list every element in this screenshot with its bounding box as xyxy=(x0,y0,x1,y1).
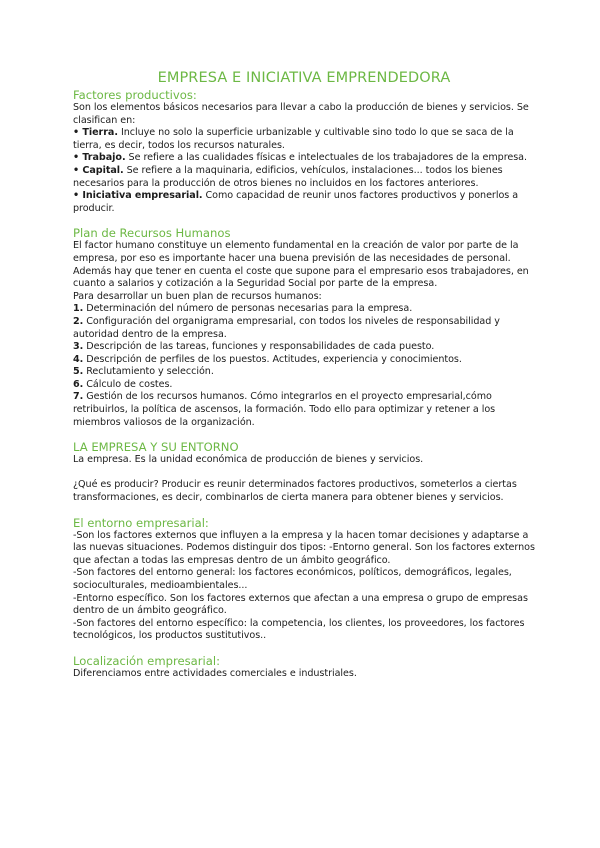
section-empresa-entorno xyxy=(73,441,535,504)
list-item xyxy=(73,303,535,316)
section-heading: LA EMPRESA Y SU ENTORNO xyxy=(73,440,239,455)
paragraph: -Entorno específico. Son los factores externos que afectan a una empresa o grupo de empresas dentro de un ámbito geográfico. xyxy=(73,592,528,617)
section-heading: Plan de Recursos Humanos xyxy=(73,226,231,241)
item-text: Cálculo de costes. xyxy=(83,378,173,390)
item-number: 5. xyxy=(73,366,84,378)
item-text: Descripción de las tareas, funciones y responsabilidades de cada puesto. xyxy=(83,341,435,353)
paragraph: -Son los factores externos que influyen a la empresa y la hacen tomar decisiones y adaptarse a las nuevas situaciones. Podemos distinguir dos tipos: -Entorno general. Son los factores externos que afectan a todas las empresas dentro de un ámbito geográfico. xyxy=(73,529,535,566)
item-text: Se refiere a las cualidades físicas e intelectuales de los trabajadores de la empresa. xyxy=(125,152,528,164)
paragraph: ¿Qué es producir? Producir es reunir determinados factores productivos, someterlos a ciertas transformaciones, es decir, combinarlos de cierta manera para obtener bienes y servicios. xyxy=(73,479,517,504)
item-text: Incluye no solo la superficie urbanizable y cultivable sino todo lo que se saca de la tierra, es decir, todos los recursos naturales. xyxy=(73,127,514,151)
item-term: • Trabajo. xyxy=(73,152,126,164)
section-intro: Son los elementos básicos necesarios para llevar a cabo la producción de bienes y servicios. Se clasifican en: xyxy=(73,102,529,126)
item-text: Reclutamiento y selección. xyxy=(83,366,214,378)
list-item xyxy=(73,341,535,354)
list-item xyxy=(73,316,535,341)
list-item xyxy=(73,391,535,429)
document-content xyxy=(73,70,535,681)
item-term: • Iniciativa empresarial. xyxy=(73,190,203,202)
item-number: 7. xyxy=(73,391,84,403)
item-text: Determinación del número de personas necesarias para la empresa. xyxy=(83,303,413,315)
section-lead: Para desarrollar un buen plan de recursos humanos: xyxy=(73,290,322,302)
section-heading: El entorno empresarial: xyxy=(73,515,209,530)
item-text: Gestión de los recursos humanos. Cómo integrarlos en el proyecto empresarial,cómo retribuirlos, la política de ascensos, la formación. Todo ello para optimizar y retener a los miembros valiosos de la organización. xyxy=(73,391,496,428)
section-heading: Factores productivos: xyxy=(73,88,197,102)
list-item xyxy=(73,165,535,190)
paragraph: Diferenciamos entre actividades comerciales e industriales. xyxy=(73,667,357,679)
section-factores-productivos xyxy=(73,89,535,215)
section-heading: Localización empresarial: xyxy=(73,653,220,668)
item-text: Descripción de perfiles de los puestos. Actitudes, experiencia y conocimientos. xyxy=(83,353,462,365)
list-item xyxy=(73,354,535,367)
item-text: Configuración del organigrama empresarial, con todos los niveles de responsabilidad y autoridad dentro de la empresa. xyxy=(73,315,500,340)
item-text: Como capacidad de reunir unos factores productivos y ponerlos a producir. xyxy=(73,190,519,214)
paragraph: La empresa. Es la unidad económica de producción de bienes y servicios. xyxy=(73,454,424,466)
section-localizacion-empresarial xyxy=(73,655,535,681)
item-term: • Capital. xyxy=(73,164,124,176)
item-term: • Tierra. xyxy=(73,127,118,139)
item-number: 4. xyxy=(73,353,84,365)
item-text: Se refiere a la maquinaria, edificios, vehículos, instalaciones... todos los bienes necesarios para la producción de otros bienes no incluidos en los factores anteriores. xyxy=(73,164,503,189)
list-item xyxy=(73,379,535,392)
item-number: 1. xyxy=(73,303,84,315)
paragraph-spacer xyxy=(73,467,535,480)
item-number: 2. xyxy=(73,315,84,327)
section-entorno-empresarial xyxy=(73,517,535,643)
item-number: 6. xyxy=(73,378,84,390)
section-intro: El factor humano constituye un elemento fundamental en la creación de valor por parte de la empresa, por eso es importante hacer una buena previsión de las necesidades de personal. Además hay que tener en cuenta el coste que supone para el empresario esos trabajadores, en cuanto a salarios y cotización a la Seguridad Social por parte de la empresa. xyxy=(73,240,529,290)
item-number: 3. xyxy=(73,341,84,353)
document-title: EMPRESA E INICIATIVA EMPRENDEDORA xyxy=(157,70,451,86)
list-item xyxy=(73,366,535,379)
list-item xyxy=(73,152,535,165)
list-item xyxy=(73,190,535,215)
list-item xyxy=(73,127,535,152)
paragraph: -Son factores del entorno general: los factores económicos, políticos, demográficos, legales, socioculturales, medioambientales... xyxy=(73,567,512,591)
section-plan-recursos-humanos xyxy=(73,227,535,429)
paragraph: -Son factores del entorno específico: la competencia, los clientes, los proveedores, los factores tecnológicos, los productos sustitutivos.. xyxy=(73,617,525,642)
